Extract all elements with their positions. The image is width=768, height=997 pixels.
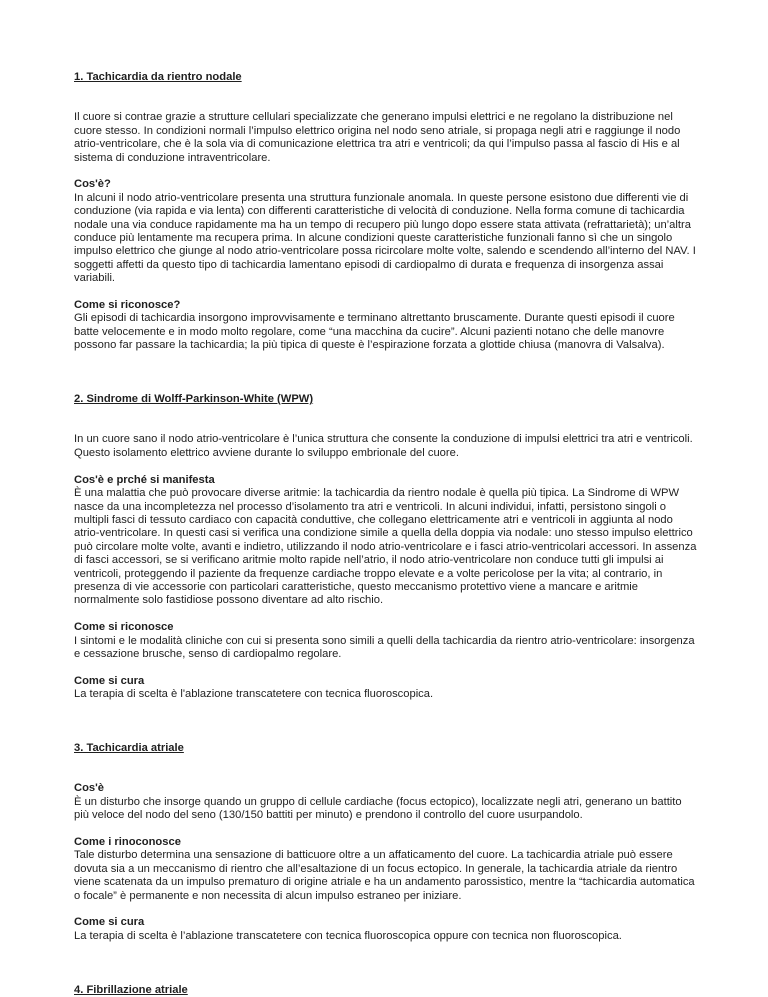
paragraph	[74, 111, 698, 165]
paragraph	[74, 836, 698, 903]
section-wpw	[74, 393, 698, 701]
paragraph	[74, 178, 698, 285]
paragraph-text: Tale disturbo determina una sensazione di batticuore oltre a un affaticamento del cuore. La tachicardia atriale può essere dovuta sia a un meccanismo di rientro che all’esaltazione di un focus ectopico. In generale, la tachicardia atriale da rientro viene scatenata da un impulso prematuro di origine atriale e ha un andamento parossistico, mentre la “tachicardia automatica o focale” è permanente e non necessita di alcun impulso estraneo per iniziare.	[74, 849, 695, 902]
section-spacer	[74, 715, 698, 742]
paragraph-heading: Cos'è	[74, 782, 105, 795]
section-title: 2. Sindrome di Wolff-Parkinson-White (WPW)	[74, 393, 314, 406]
section-tachicardia-atriale	[74, 742, 698, 943]
paragraph	[74, 433, 698, 460]
paragraph-text: È un disturbo che insorge quando un gruppo di cellule cardiache (focus ectopico), localizzate negli atri, generano un battito più veloce del nodo del seno (130/150 battiti per minuto) e prendono il controllo del cuore usurpandolo.	[74, 795, 682, 822]
section-title: 1. Tachicardia da rientro nodale	[74, 71, 242, 83]
section-title: 4. Fibrillazione atriale	[74, 983, 188, 996]
section-title: 3. Tachicardia atriale	[74, 741, 184, 754]
paragraph-heading: Cos'è e prché si manifesta	[74, 473, 215, 486]
paragraph	[74, 474, 698, 608]
paragraph-heading: Come si riconosce?	[74, 299, 181, 312]
paragraph-text: La terapia di scelta è l’ablazione transcatetere con tecnica fluoroscopica oppure con tecnica non fluoroscopica.	[74, 929, 622, 942]
paragraph	[74, 916, 698, 943]
paragraph	[74, 675, 698, 702]
paragraph	[74, 782, 698, 822]
paragraph	[74, 299, 698, 353]
section-spacer	[74, 366, 698, 393]
paragraph-heading: Come si cura	[74, 674, 145, 687]
paragraph-text: È una malattia che può provocare diverse aritmie: la tachicardia da rientro nodale è quella più tipica. La Sindrome di WPW nasce da una incompletezza nel processo d’isolamento tra atri e ventricoli. In alcuni individui, infatti, persistono singoli o multipli fasci di tessuto cardiaco con capacità conduttive, che collegano elettricamente atri e ventricoli in aggiunta al nodo atrio-ventricolare. In questi casi si verifica una condizione simile a quella della doppia via nodale: uno stesso impulso elettrico può circolare molte volte, avanti e indietro, utilizzando il nodo atrio-ventricolare e i fasci atrio-ventricolari accessori. In assenza di fasci accessori, se si verificano aritmie molto rapide nell’atrio, il nodo atrio-ventricolare non conduce tutti gli impulsi ai ventricoli, proteggendo il paziente da frequenze cardiache troppo elevate e a volte pericolose per la vita; al contrario, in presenza di vie accessorie con particolari caratteristiche, questo meccanismo protettivo viene a mancare e aritmie normalmente solo fastidiose possono diventare ad alto rischio.	[74, 487, 697, 607]
paragraph-heading: Come si cura	[74, 916, 145, 929]
paragraph-heading: Come si riconosce	[74, 621, 174, 634]
section-fibrillazione-atriale	[74, 984, 698, 997]
paragraph-text: I sintomi e le modalità cliniche con cui si presenta sono simili a quelli della tachicardia da rientro atrio-ventricolare: insorgenza e cessazione brusche, senso di cardiopalmo regolare.	[74, 634, 695, 660]
paragraph-text: La terapia di scelta è l'ablazione transcatetere con tecnica fluoroscopica.	[74, 688, 434, 701]
paragraph-text: Il cuore si contrae grazie a strutture cellulari specializzate che generano impulsi elettrici e ne regolano la distribuzione nel cuore stesso. In condizioni normali l’impulso elettrico origina nel nodo seno atriale, si propaga negli atri e raggiunge il nodo atrio-ventricolare, che è la sola via di comunicazione elettrica tra atri e ventricoli; da qui l’impulso passa al fascio di His e al sistema di conduzione intraventricolare.	[74, 111, 681, 164]
section-spacer	[74, 957, 698, 984]
paragraph-heading: Come i rinoconosce	[74, 835, 181, 848]
paragraph-heading: Cos'è?	[74, 178, 111, 191]
paragraph-text: In alcuni il nodo atrio-ventricolare presenta una struttura funzionale anomala. In queste persone esistono due differenti vie di conduzione (via rapida e via lenta) con differenti caratteristiche di velocità di conduzione. Nella forma comune di tachicardia nodale una via conduce rapidamente ma ha un tempo di recupero più lungo dopo essere stata attivata (refrattarietà); un’altra conduce più lentamente ma recupera prima. In alcune condizioni queste caratteristiche funzionali fanno sì che un singolo impulso elettrico che giunge al nodo atrio-ventricolare possa ricircolare molte volte, salendo e scendendo all’interno del NAV. I soggetti affetti da questo tipo di tachicardia lamentano episodi di cardiopalmo di durata e frequenza di insorgenza assai variabili.	[74, 191, 696, 285]
section-tachicardia-rientro-nodale	[74, 71, 698, 353]
paragraph-text: Gli episodi di tachicardia insorgono improvvisamente e terminano altrettanto bruscamente. Durante questi episodi il cuore batte velocemente e in modo molto regolare, come “una macchina da cucire”. Alcuni pazienti notano che delle manovre possono far passare la tachicardia; la più tipica di queste è l’espirazione forzata a glottide chiusa (manovra di Valsalva).	[74, 312, 675, 352]
paragraph-text: In un cuore sano il nodo atrio-ventricolare è l’unica struttura che consente la conduzione di impulsi elettrici tra atri e ventricoli. Questo isolamento elettrico avviene durante lo sviluppo embrionale del cuore.	[74, 433, 693, 459]
paragraph	[74, 621, 698, 661]
